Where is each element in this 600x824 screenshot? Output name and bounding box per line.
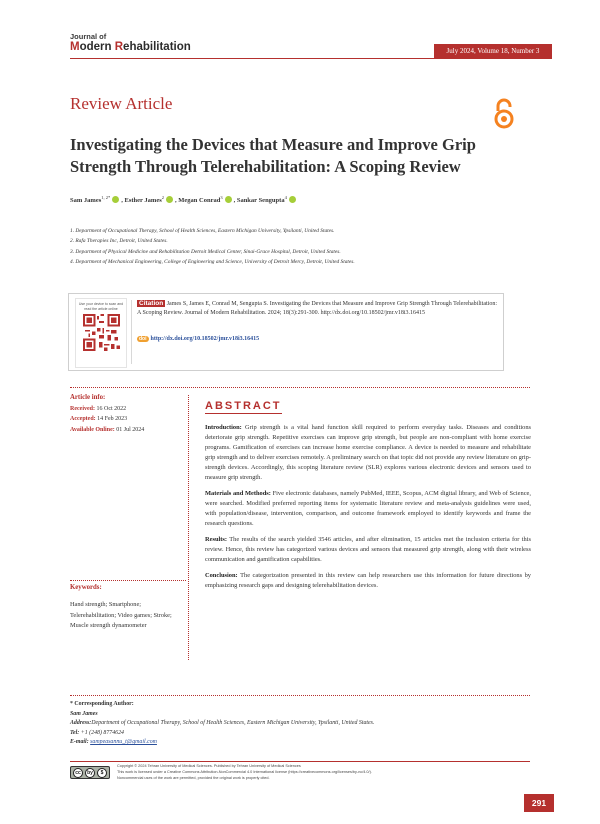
corresponding-author: [70, 700, 530, 748]
corresponding-divider: [70, 695, 530, 696]
abstract-results: Results: The results of the search yielded 3546 articles, and after elimination, 15 articles met the inclusion criteria for this review. Hence, this review has categorized various devices and sensors that measured grip strength, along with their wireless communication and gamification capabilities.: [205, 535, 531, 564]
orcid-icon[interactable]: [112, 196, 119, 203]
abstract-introduction: Introduction: Grip strength is a vital hand function skill required to perform everyday tasks. Diseases and conditions deteriorate grip strength. Repetitive exercises can improve grip strength, but people are non-compliant with home exercise programs. Gamification of exercises can increase home exercise compliance. A device is needed to measure and rehabilitate grip strength and to deliver exercises remotely. A preliminary search on that topic did not provide any review literature on grip-strength devices. Accordingly, this scoping literature review (SLR) explores various electronic devices and sensors used to measure grip strength.: [205, 424, 531, 482]
affiliation: 3. Department of Physical Medicine and Rehabilitation Detroit Medical Center, Sinai-Grace Hospital, Detroit, United States.: [70, 248, 341, 255]
corresponding-email: E-mail: sampeasannu_t@gmail.com: [70, 739, 157, 746]
citation-label: Citation: [139, 300, 164, 307]
page-number: 291: [524, 794, 554, 812]
orcid-icon[interactable]: [166, 196, 173, 203]
keywords-heading: Keywords:: [70, 584, 102, 591]
qr-code-icon[interactable]: [83, 314, 120, 351]
orcid-icon[interactable]: [225, 196, 232, 203]
open-access-icon: [494, 98, 514, 130]
email-link[interactable]: sampeasannu_t@gmail.com: [90, 739, 157, 746]
keywords-text: Hand strength; Smartphone; Telerehabilitation; Video games; Stroke; Muscle strength dynamometer: [70, 601, 172, 629]
affiliation: 2. Rafa Therapies Inc, Detroit, United States.: [70, 238, 168, 245]
corresponding-tel: Tel: +1 (248) 8774624: [70, 729, 125, 736]
author-name: Sam James: [70, 197, 102, 205]
journal-title: Modern Rehabilitation: [70, 40, 191, 53]
online-date: Available Online: 01 Jul 2024: [70, 426, 145, 433]
author-name: Sankar Sengupta: [236, 197, 285, 205]
section-divider: [70, 387, 530, 388]
orcid-icon[interactable]: [289, 196, 296, 203]
affiliation: 4. Department of Mechanical Engineering, College of Engineering and Science, University of Detroit Mercy, Detroit, United States.: [70, 258, 355, 265]
article-title: Investigating the Devices that Measure and Improve Grip Strength Through Telerehabilitation: A Scoping Review: [70, 135, 476, 176]
article-info-heading: Article info:: [70, 394, 106, 401]
abstract-heading: ABSTRACT: [205, 400, 282, 412]
corresponding-address: Address:Department of Occupational Therapy, School of Health Sciences, Eastern Michigan University, Ypsilanti, United States.: [70, 720, 375, 727]
abstract-methods: Materials and Methods: Five electronic databases, namely PubMed, IEEE, Scopus, ACM digital library, and Web of Science, were searched. Modified preferred reporting items for systematic literature review and meta-analysis guidelines were used, with population/disease, intervention, comparison, and outcome framework employed to identify keywords and frame the research questions.: [205, 490, 531, 528]
author-name: Esther James: [124, 197, 162, 205]
license-text: Copyright © 2024 Tehran University of Medical Sciences. Published by Tehran University of Medical Sciences This work is licensed under a Creative Commons Attribution-NonCommercial 4.0 International license (https://creativecommons.org/licenses/by-nc/4.0/). Noncommercial uses of the work are permitted, provided the original work is properly cited.: [117, 764, 372, 780]
creative-commons-icon[interactable]: cc by $: [70, 766, 110, 779]
doi-link[interactable]: http://dx.doi.org/10.18502/jmr.v18i3.16415: [150, 336, 260, 342]
journal-of-text: Journal of: [70, 32, 107, 41]
affiliation: 1. Department of Occupational Therapy, School of Health Sciences, Eastern Michigan University, Ypsilanti, United States.: [70, 228, 335, 234]
article-info: [70, 393, 190, 435]
corresponding-name: Sam James: [70, 710, 98, 717]
author-name: Megan Conrad: [178, 197, 221, 205]
license-divider: [70, 761, 530, 762]
citation-text: Citation James S, James E, Conrad M, Sengupta S. Investigating the Devices that Measure and Improve Grip Strength Through Telerehabilitation: A Scoping Review. Journal of Modern Rehabilitation. 2024; 18(3):291-300. http://dx.doi.org/10.18502/jmr.v18i3.16415: [137, 300, 497, 317]
abstract-body: [205, 423, 531, 596]
author-list: Sam James$^{1, 2*}$ , Esther James$^2$ , Megan Conrad$^3$ , Sankar Sengupta$^4$: [70, 195, 530, 204]
abstract-conclusion: Conclusion: The categorization presented in this review can help researchers use this information for future directions by emphasizing research gaps and designing telerehabilitation devices.: [205, 571, 531, 589]
corresponding-heading: * Corresponding Author:: [70, 701, 134, 707]
article-type: Review Article: [70, 94, 173, 113]
qr-panel: [75, 298, 127, 368]
accepted-date: Accepted: 14 Feb 2023: [70, 416, 128, 422]
received-date: Received: 16 Oct 2022: [70, 405, 127, 412]
issue-badge: July 2024, Volume 18, Number 3: [434, 44, 552, 59]
qr-caption: Use your device to scan and read the article online: [78, 302, 124, 311]
journal-logo: [70, 33, 191, 53]
affiliations: [70, 226, 530, 267]
citation-divider: [131, 300, 132, 364]
doi-icon: doi: [139, 336, 147, 342]
keywords-divider: [70, 580, 186, 581]
column-divider: [188, 395, 189, 660]
citation-box: [68, 293, 504, 371]
doi-row: [137, 336, 259, 342]
